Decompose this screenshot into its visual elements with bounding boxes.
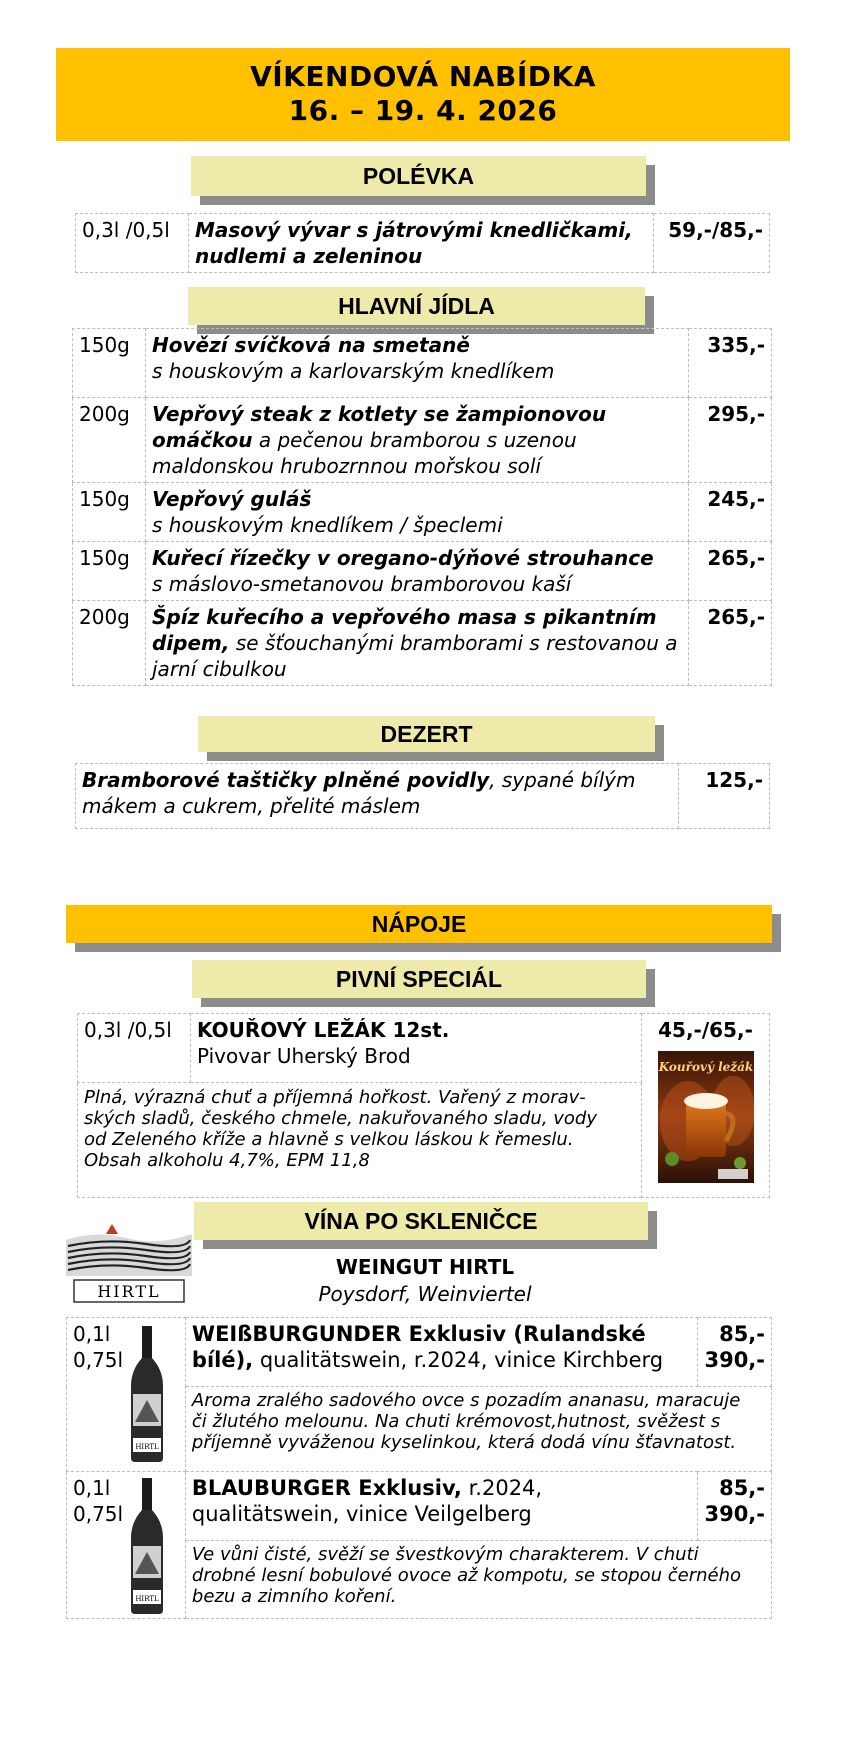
item-details: r.2024, (468, 1476, 543, 1500)
price-and-image (642, 1014, 770, 1198)
item-quantity: 0,1l (73, 1476, 111, 1500)
item-quantity: 200g (73, 601, 146, 686)
item-side: s máslovo-smetanovou bramborovou kaší (152, 572, 572, 596)
brewery-name: Pivovar Uherský Brod (197, 1044, 411, 1068)
item-name: KOUŘOVÝ LEŽÁK 12st. (197, 1018, 450, 1042)
item-quantity: 0,75l (73, 1348, 124, 1372)
item-name: Vepřový guláš (152, 487, 312, 511)
price-glass: 85,- (719, 1322, 765, 1346)
item-description (146, 398, 689, 483)
table-row (78, 1014, 770, 1083)
item-price: 45,-/65,- (658, 1018, 753, 1042)
item-description (76, 764, 679, 829)
item-description (146, 542, 689, 601)
item-name: Bramborové taštičky plněné povidly (82, 768, 490, 792)
poster-label: Kouřový ležák (658, 1060, 753, 1074)
bottle-label: HIRTL (135, 1443, 159, 1451)
table-row (67, 1318, 772, 1387)
item-price: 125,- (679, 764, 770, 829)
desc-line: Aroma zralého sadového ovce s pozadím ananasu, maracuje (191, 1390, 741, 1411)
beer-poster-image (658, 1051, 754, 1183)
section-heading-mains: HLAVNÍ JÍDLA (188, 287, 645, 325)
price-bottle: 390,- (704, 1348, 765, 1372)
table-row (76, 214, 770, 273)
beer-table (77, 1013, 770, 1198)
item-quantity: 150g (73, 542, 146, 601)
item-price: 245,- (689, 483, 772, 542)
price-glass: 85,- (719, 1476, 765, 1500)
date-range: 16. – 19. 4. 2026 (288, 94, 558, 127)
wine-qty-cell (67, 1472, 186, 1619)
item-price: 295,- (689, 398, 772, 483)
item-quantity: 150g (73, 329, 146, 398)
table-row (73, 398, 772, 483)
desc-line: ských sladů, českého chmele, nakuřovaného sladu, vody (84, 1108, 598, 1129)
winery-logo-text: HIRTL (97, 1282, 161, 1301)
item-side: , sypané bílým mákem a cukrem, přelité máslem (82, 768, 636, 818)
wine-table (66, 1317, 772, 1619)
item-name: WEIßBURGUNDER Exklusiv (Rulandské bílé), (191, 1322, 646, 1372)
section-heading-beer: PIVNÍ SPECIÁL (192, 960, 646, 998)
wine-bottle-image (127, 1326, 167, 1462)
soup-table (75, 213, 770, 273)
item-quantity: 150g (73, 483, 146, 542)
winery-name: WEINGUT HIRTL (335, 1255, 515, 1279)
item-price (698, 1318, 772, 1387)
desc-line: Obsah alkoholu 4,7%, EPM 11,8 (84, 1150, 370, 1171)
item-quantity: 0,1l (73, 1322, 111, 1346)
item-price: 59,-/85,- (654, 214, 770, 273)
item-price: 265,- (689, 542, 772, 601)
item-name: Vepřový steak z kotlety se žampionovou omáčkou (152, 402, 607, 452)
wine-description (185, 1541, 771, 1619)
item-description (146, 483, 689, 542)
header-banner (56, 48, 790, 141)
item-side: s houskovým a karlovarským knedlíkem (152, 359, 555, 383)
page-title: VÍKENDOVÁ NABÍDKA (250, 60, 596, 93)
item-details: qualitätswein, r.2024, vinice Kirchberg (259, 1348, 664, 1372)
item-quantity: 0,3l /0,5l (76, 214, 189, 273)
item-name: BLAUBURGER Exklusiv, (191, 1476, 462, 1500)
item-quantity: 0,75l (73, 1502, 124, 1526)
item-description (191, 1014, 642, 1083)
item-quantity: 0,3l /0,5l (78, 1014, 191, 1083)
mains-table (72, 328, 772, 686)
wine-qty-cell (67, 1318, 186, 1472)
item-side: se šťouchanými bramborami s restovanou a jarní cibulkou (152, 631, 678, 681)
item-price: 335,- (689, 329, 772, 398)
desc-line: od Zeleného kříže a hlavně s velkou láskou k řemeslu. (84, 1129, 574, 1150)
item-price: 265,- (689, 601, 772, 686)
item-description (146, 329, 689, 398)
table-row (73, 601, 772, 686)
desc-line: Plná, výrazná chuť a příjemná hořkost. Vařený z morav- (84, 1087, 586, 1108)
item-description (146, 601, 689, 686)
section-heading-soup: POLÉVKA (191, 156, 646, 196)
wine-bottle-image (127, 1478, 167, 1614)
item-description (185, 1472, 698, 1541)
winery-location: Poysdorf, Weinviertel (318, 1282, 532, 1306)
item-price (698, 1472, 772, 1541)
desc-line: příjemně vyváženou kyselinkou, která dodá vínu šťavnatost. (191, 1432, 737, 1453)
beer-description (78, 1083, 642, 1198)
section-heading-dessert: DEZERT (198, 716, 655, 752)
item-description (185, 1318, 698, 1387)
desc-line: Ve vůni čisté, svěží se švestkovým charakterem. V chuti (191, 1544, 699, 1566)
section-heading-drinks: NÁPOJE (66, 905, 772, 943)
section-heading-wine: VÍNA PO SKLENIČCE (194, 1202, 648, 1240)
desc-line: drobné lesní bobulové ovoce až kompotu, se stopou černého (191, 1565, 742, 1587)
bottle-label: HIRTL (135, 1595, 159, 1603)
desc-line: či žlutého melounu. Na chuti krémovost,hutnost, svěžest s (191, 1411, 721, 1432)
price-bottle: 390,- (704, 1502, 765, 1526)
item-name: Špíz kuřecího a vepřového masa s pikantním dipem, (152, 605, 657, 655)
item-name: Kuřecí řízečky v oregano-dýňové strouhance (152, 546, 654, 570)
item-quantity: 200g (73, 398, 146, 483)
item-name: Masový vývar s játrovými knedličkami, nudlemi a zeleninou (189, 214, 654, 273)
item-details-2: qualitätswein, vinice Veilgelberg (191, 1502, 532, 1526)
wine-description (185, 1387, 771, 1472)
table-row (67, 1472, 772, 1541)
dessert-table (75, 763, 770, 829)
item-side: s houskovým knedlíkem / špeclemi (152, 513, 503, 537)
table-row (76, 764, 770, 829)
table-row (73, 542, 772, 601)
winery-logo (66, 1220, 192, 1304)
table-row (73, 329, 772, 398)
desc-line: bezu a zimního koření. (191, 1586, 397, 1608)
item-side: a pečenou bramborou s uzenou maldonskou hrubozrnnou mořskou solí (152, 428, 577, 478)
item-name: Hovězí svíčková na smetaně (152, 333, 470, 357)
table-row (73, 483, 772, 542)
